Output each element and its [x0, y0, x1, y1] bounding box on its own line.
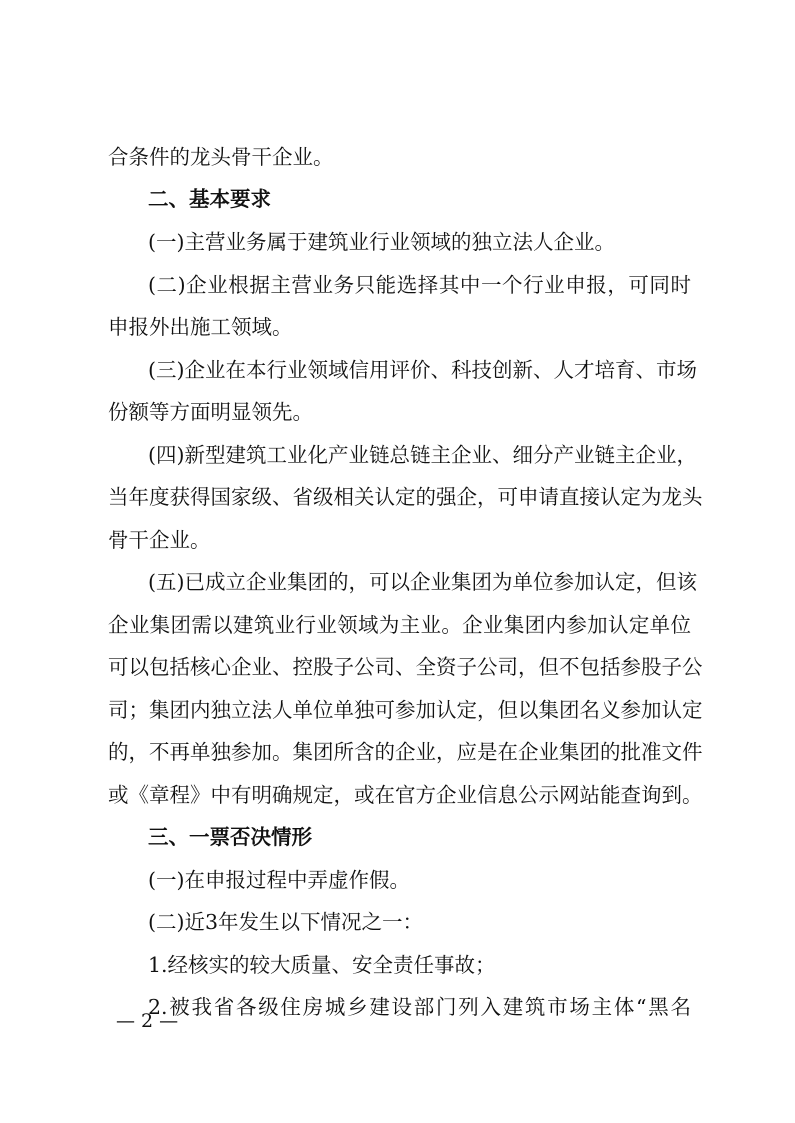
paragraph-line: (四)新型建筑工业化产业链总链主企业、细分产业链主企业，	[148, 443, 697, 467]
paragraph-line: (五)已成立企业集团的，可以企业集团为单位参加认定，但该	[148, 570, 697, 594]
paragraph-line: 的，不再单独参加。集团所含的企业，应是在企业集团的批准文件	[108, 740, 703, 764]
paragraph-line: 企业集团需以建筑业行业领域为主业。企业集团内参加认定单位	[108, 613, 691, 637]
paragraph-line: 司；集团内独立法人单位单独可参加认定，但以集团名义参加认定	[108, 698, 703, 722]
paragraph-line: (二)企业根据主营业务只能选择其中一个行业申报，可同时	[148, 273, 691, 297]
paragraph-line: (二)近3年发生以下情况之一：	[148, 910, 424, 934]
paragraph-line: 合条件的龙头骨干企业。	[108, 145, 334, 169]
paragraph-line: 或《章程》中有明确规定，或在官方企业信息公示网站能查询到。	[108, 783, 703, 807]
page-number: — 2 —	[116, 1010, 179, 1032]
paragraph-line: 当年度获得国家级、省级相关认定的强企，可申请直接认定为龙头	[108, 485, 703, 509]
paragraph-line: 骨干企业。	[108, 528, 211, 552]
paragraph-line: 份额等方面明显领先。	[108, 400, 313, 424]
section-heading-veto-conditions: 三、一票否决情形	[148, 825, 312, 849]
paragraph-line: (一)主营业务属于建筑业行业领域的独立法人企业。	[148, 230, 615, 254]
section-heading-basic-requirements: 二、基本要求	[148, 187, 271, 211]
paragraph-line: 2.被我省各级住房城乡建设部门列入建筑市场主体“黑名	[148, 995, 691, 1019]
paragraph-line: 1.经核实的较大质量、安全责任事故；	[148, 953, 496, 977]
paragraph-line: (三)企业在本行业领域信用评价、科技创新、人才培育、市场	[148, 358, 697, 382]
paragraph-line: 可以包括核心企业、控股子公司、全资子公司，但不包括参股子公	[108, 655, 703, 679]
paragraph-line: 申报外出施工领域。	[108, 315, 293, 339]
paragraph-line: (一)在申报过程中弄虚作假。	[148, 868, 410, 892]
